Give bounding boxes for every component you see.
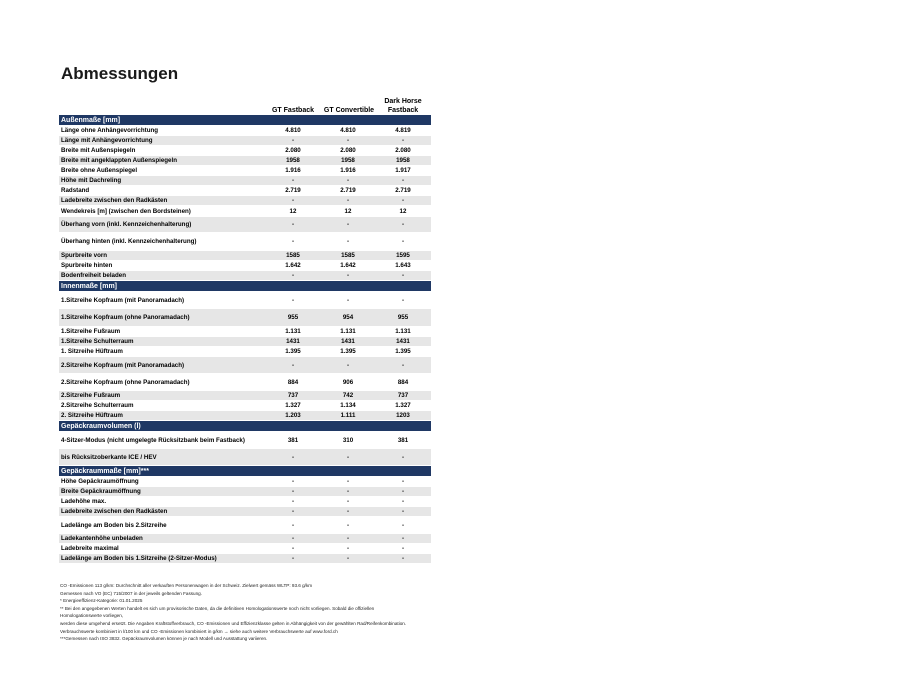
row-label: 1.Sitzreihe Schulterraum [61, 338, 134, 345]
row-label: 2.Sitzreihe Schulterraum [61, 402, 134, 409]
row-value: - [346, 453, 350, 461]
section-header [59, 115, 431, 126]
row-label: Ladekantenhöhe unbeladen [61, 535, 143, 542]
row-value: - [401, 545, 405, 552]
column-header-label: GT Convertible [323, 107, 375, 114]
row-value: 1431 [341, 338, 355, 345]
footnote: * Energieeffizienz-Kategorie: 01.01.2025 [60, 598, 143, 604]
row-value: - [346, 498, 350, 505]
row-value: 1.917 [395, 167, 411, 174]
row-value: 2.719 [285, 187, 301, 194]
table-row [59, 217, 431, 233]
row-value: 381 [287, 436, 299, 444]
footnote: werden diese umgehend ersetzt. Die Angaben Kraftstoffverbrauch, CO -Emissionen und Effizienzklasse gelten in Abhängigkeit von der gewählten Rad/Reifenkombination. [60, 620, 407, 626]
row-value: - [346, 361, 350, 369]
row-value: - [291, 521, 295, 529]
row-label: Ladelänge am Boden bis 2.Sitzreihe [61, 521, 167, 529]
table-row [59, 186, 431, 196]
table-row [59, 166, 431, 176]
row-value: - [401, 555, 405, 562]
row-value: - [346, 535, 350, 542]
page-title: Abmessungen [61, 64, 179, 83]
footnote: Verbrauchswerte kombiniert in l/100 km und CO -Emissionen kombiniert in g/km → siehe auch weitere Verbrauchswerte auf www.ford.ch [60, 628, 338, 634]
row-label: Länge ohne Anhängevorrichtung [61, 127, 159, 134]
row-value: 955 [287, 314, 299, 321]
row-value: 884 [397, 378, 409, 386]
section-header [59, 281, 431, 292]
row-label: Breite ohne Außenspiegel [61, 167, 138, 174]
row-label: 1.Sitzreihe Kopfraum (ohne Panoramadach) [61, 314, 190, 321]
row-label: Länge mit Anhängevorrichtung [61, 137, 153, 144]
row-value: - [291, 197, 295, 204]
row-label: Höhe Gepäckraumöffnung [61, 478, 139, 485]
table-row [59, 497, 431, 507]
row-label: Breite mit angeklappten Außenspiegeln [61, 157, 177, 164]
row-label: 2.Sitzreihe Kopfraum (ohne Panoramadach) [61, 378, 190, 386]
row-value: - [346, 545, 350, 552]
row-value: - [346, 272, 350, 279]
table-row [59, 477, 431, 487]
column-header-label-line1: Dark Horse [384, 98, 422, 105]
row-value: - [401, 498, 405, 505]
row-value: 1595 [396, 252, 410, 259]
row-value: 1.642 [285, 262, 301, 269]
column-header-gt-fastback [268, 106, 318, 115]
row-value: - [291, 535, 295, 542]
row-label: Ladelänge am Boden bis 1.Sitzreihe (2-Sitzer-Modus) [61, 555, 217, 562]
dimensions-table [59, 115, 431, 564]
row-value: - [401, 296, 405, 304]
row-value: - [401, 137, 405, 144]
section-header [59, 466, 431, 477]
row-value: 1.916 [285, 167, 301, 174]
table-row [59, 156, 431, 166]
row-value: - [346, 137, 350, 144]
row-value: 2.719 [340, 187, 356, 194]
row-value: 1.131 [395, 328, 411, 335]
row-value: - [401, 535, 405, 542]
row-label: Ladebreite zwischen den Radkästen [61, 508, 168, 515]
footnote: CO -Emissionen 113 g/km: Durchschnitt aller verkauften Personenwagen in der Schweiz. Zielwert gemäss WLTP: 93.6 g/km [60, 583, 313, 588]
table-row [59, 176, 431, 186]
row-label: 1.Sitzreihe Fußraum [61, 328, 121, 335]
row-value: - [401, 221, 405, 228]
table-row [59, 432, 431, 449]
table-row [59, 534, 431, 544]
row-value: 1.134 [340, 402, 356, 409]
footnote: ** Bei den angegebenen Werten handelt es sich um provisorische Daten, da die definitiven Homologationswerte noch nicht vorliegen. Sobald die offiziellen [60, 605, 375, 611]
row-value: 1.395 [285, 348, 301, 355]
row-value: - [291, 508, 295, 515]
row-value: - [291, 177, 295, 184]
row-value: 310 [342, 436, 354, 444]
column-header-label: GT Fastback [271, 107, 314, 114]
row-value: 1.642 [340, 262, 356, 269]
section-title: Gepäckraummaße [mm]*** [61, 467, 149, 475]
table-row [59, 411, 431, 421]
row-value: - [401, 508, 405, 515]
table-row [59, 146, 431, 156]
table-row [59, 251, 431, 261]
row-value: 1431 [286, 338, 300, 345]
table-row [59, 507, 431, 517]
row-label: Breite Gepäckraumöffnung [61, 488, 141, 495]
table-row [59, 233, 431, 251]
row-value: 737 [397, 392, 409, 399]
row-value: - [401, 488, 405, 495]
row-value: - [346, 238, 350, 245]
row-value: - [346, 488, 350, 495]
row-value: 1.395 [340, 348, 356, 355]
row-label: 1. Sitzreihe Hüftraum [61, 348, 123, 355]
table-row [59, 136, 431, 146]
row-value: 1958 [286, 157, 300, 164]
row-value: 1.111 [340, 412, 356, 419]
row-value: 1958 [341, 157, 355, 164]
row-value: 1.916 [340, 167, 356, 174]
row-value: 1.395 [395, 348, 411, 355]
table-row [59, 292, 431, 309]
row-value: 737 [287, 392, 299, 399]
row-value: 1585 [341, 252, 355, 259]
row-value: - [346, 478, 350, 485]
row-label: 4-Sitzer-Modus (nicht umgelegte Rücksitzbank beim Fastback) [61, 436, 245, 444]
row-label: 2.Sitzreihe Fußraum [61, 392, 121, 399]
column-header-label-line2: Fastback [387, 107, 419, 114]
row-value: 955 [397, 314, 409, 321]
row-value: - [346, 197, 350, 204]
column-header-dark-horse-fastback [378, 97, 428, 115]
row-value: 4.819 [395, 127, 411, 134]
table-row [59, 517, 431, 534]
table-row [59, 554, 431, 564]
table-row [59, 261, 431, 271]
row-value: 2.080 [395, 147, 411, 154]
row-value: 884 [287, 378, 299, 386]
row-label: Ladebreite maximal [61, 545, 119, 552]
row-value: 1431 [396, 338, 410, 345]
table-row [59, 401, 431, 411]
row-value: - [401, 177, 405, 184]
row-label: 2. Sitzreihe Hüftraum [61, 412, 123, 419]
row-value: - [401, 238, 405, 245]
row-label: Spurbreite hinten [61, 262, 113, 269]
row-value: - [291, 238, 295, 245]
row-value: - [291, 221, 295, 228]
row-value: - [401, 197, 405, 204]
row-value: - [401, 521, 405, 529]
row-value: 2.080 [340, 147, 356, 154]
row-value: - [291, 488, 295, 495]
row-value: 12 [289, 207, 297, 215]
row-value: - [291, 545, 295, 552]
row-value: - [291, 478, 295, 485]
row-value: - [346, 296, 350, 304]
footnotes [60, 576, 540, 643]
table-row [59, 196, 431, 206]
row-value: 381 [397, 436, 409, 444]
row-value: 1.131 [285, 328, 301, 335]
row-label: Überhang hinten (inkl. Kennzeichenhalterung) [61, 238, 197, 245]
table-row [59, 449, 431, 466]
row-value: 1203 [396, 412, 410, 419]
row-label: Höhe mit Dachreling [61, 177, 122, 184]
section-title: Innenmaße [mm] [61, 282, 118, 290]
section-title: Außenmaße [mm] [61, 116, 121, 124]
row-label: Spurbreite vorn [61, 252, 108, 259]
row-label: Ladehöhe max. [61, 498, 107, 505]
table-row [59, 126, 431, 136]
row-value: - [291, 555, 295, 562]
row-value: 4.810 [340, 127, 356, 134]
row-label: 2.Sitzreihe Kopfraum (mit Panoramadach) [61, 361, 185, 369]
table-row [59, 206, 431, 217]
row-value: 1.643 [395, 262, 411, 269]
table-row [59, 337, 431, 347]
footnote: Gemessen nach VO (EC) 715/2007 in der jeweils geltenden Fassung. [60, 590, 202, 596]
row-label: 1.Sitzreihe Kopfraum (mit Panoramadach) [61, 296, 185, 304]
row-value: 12 [399, 207, 407, 215]
row-label: bis Rücksitzoberkante ICE / HEV [61, 453, 157, 461]
table-row [59, 347, 431, 357]
row-value: 2.719 [395, 187, 411, 194]
row-value: 954 [342, 314, 354, 321]
row-label: Überhang vorn (inkl. Kennzeichenhalterung) [61, 221, 192, 228]
row-value: - [346, 521, 350, 529]
row-value: - [291, 137, 295, 144]
row-value: 1.327 [285, 402, 301, 409]
row-value: - [291, 296, 295, 304]
footnote: Homologationswerte vorliegen, [60, 613, 124, 619]
row-value: - [401, 478, 405, 485]
row-value: 906 [342, 378, 354, 386]
row-value: - [291, 272, 295, 279]
section-title: Gepäckraumvolumen (l) [61, 422, 141, 430]
row-value: 1.131 [340, 328, 356, 335]
row-value: - [291, 361, 295, 369]
row-label: Breite mit Außenspiegeln [61, 147, 136, 154]
row-value: - [346, 508, 350, 515]
footnote: ***Gemessen nach ISO 3832. Gepäckraumvolumen können je nach Modell und Ausstattung variieren. [60, 636, 268, 642]
row-value: 12 [344, 207, 352, 215]
row-value: - [291, 453, 295, 461]
row-value: - [346, 555, 350, 562]
row-value: 4.810 [285, 127, 301, 134]
table-row [59, 271, 431, 281]
row-value: - [346, 221, 350, 228]
table-row [59, 544, 431, 554]
row-label: Wendekreis [m] (zwischen den Bordsteinen) [61, 207, 191, 215]
table-row [59, 374, 431, 391]
table-row [59, 357, 431, 374]
table-row [59, 487, 431, 497]
row-value: - [291, 498, 295, 505]
row-value: 742 [342, 392, 354, 399]
table-row [59, 327, 431, 337]
row-value: - [401, 361, 405, 369]
row-value: 1585 [286, 252, 300, 259]
row-value: - [401, 272, 405, 279]
row-label: Ladebreite zwischen den Radkästen [61, 197, 168, 204]
row-value: 2.080 [285, 147, 301, 154]
table-row [59, 309, 431, 327]
row-value: - [401, 453, 405, 461]
row-value: 1.203 [285, 412, 301, 419]
column-header-gt-convertible [320, 106, 378, 115]
row-label: Radstand [61, 187, 90, 194]
row-value: 1958 [396, 157, 410, 164]
row-value: - [346, 177, 350, 184]
row-value: 1.327 [395, 402, 411, 409]
section-header [59, 421, 431, 432]
row-label: Bodenfreiheit beladen [61, 272, 126, 279]
table-row [59, 391, 431, 401]
